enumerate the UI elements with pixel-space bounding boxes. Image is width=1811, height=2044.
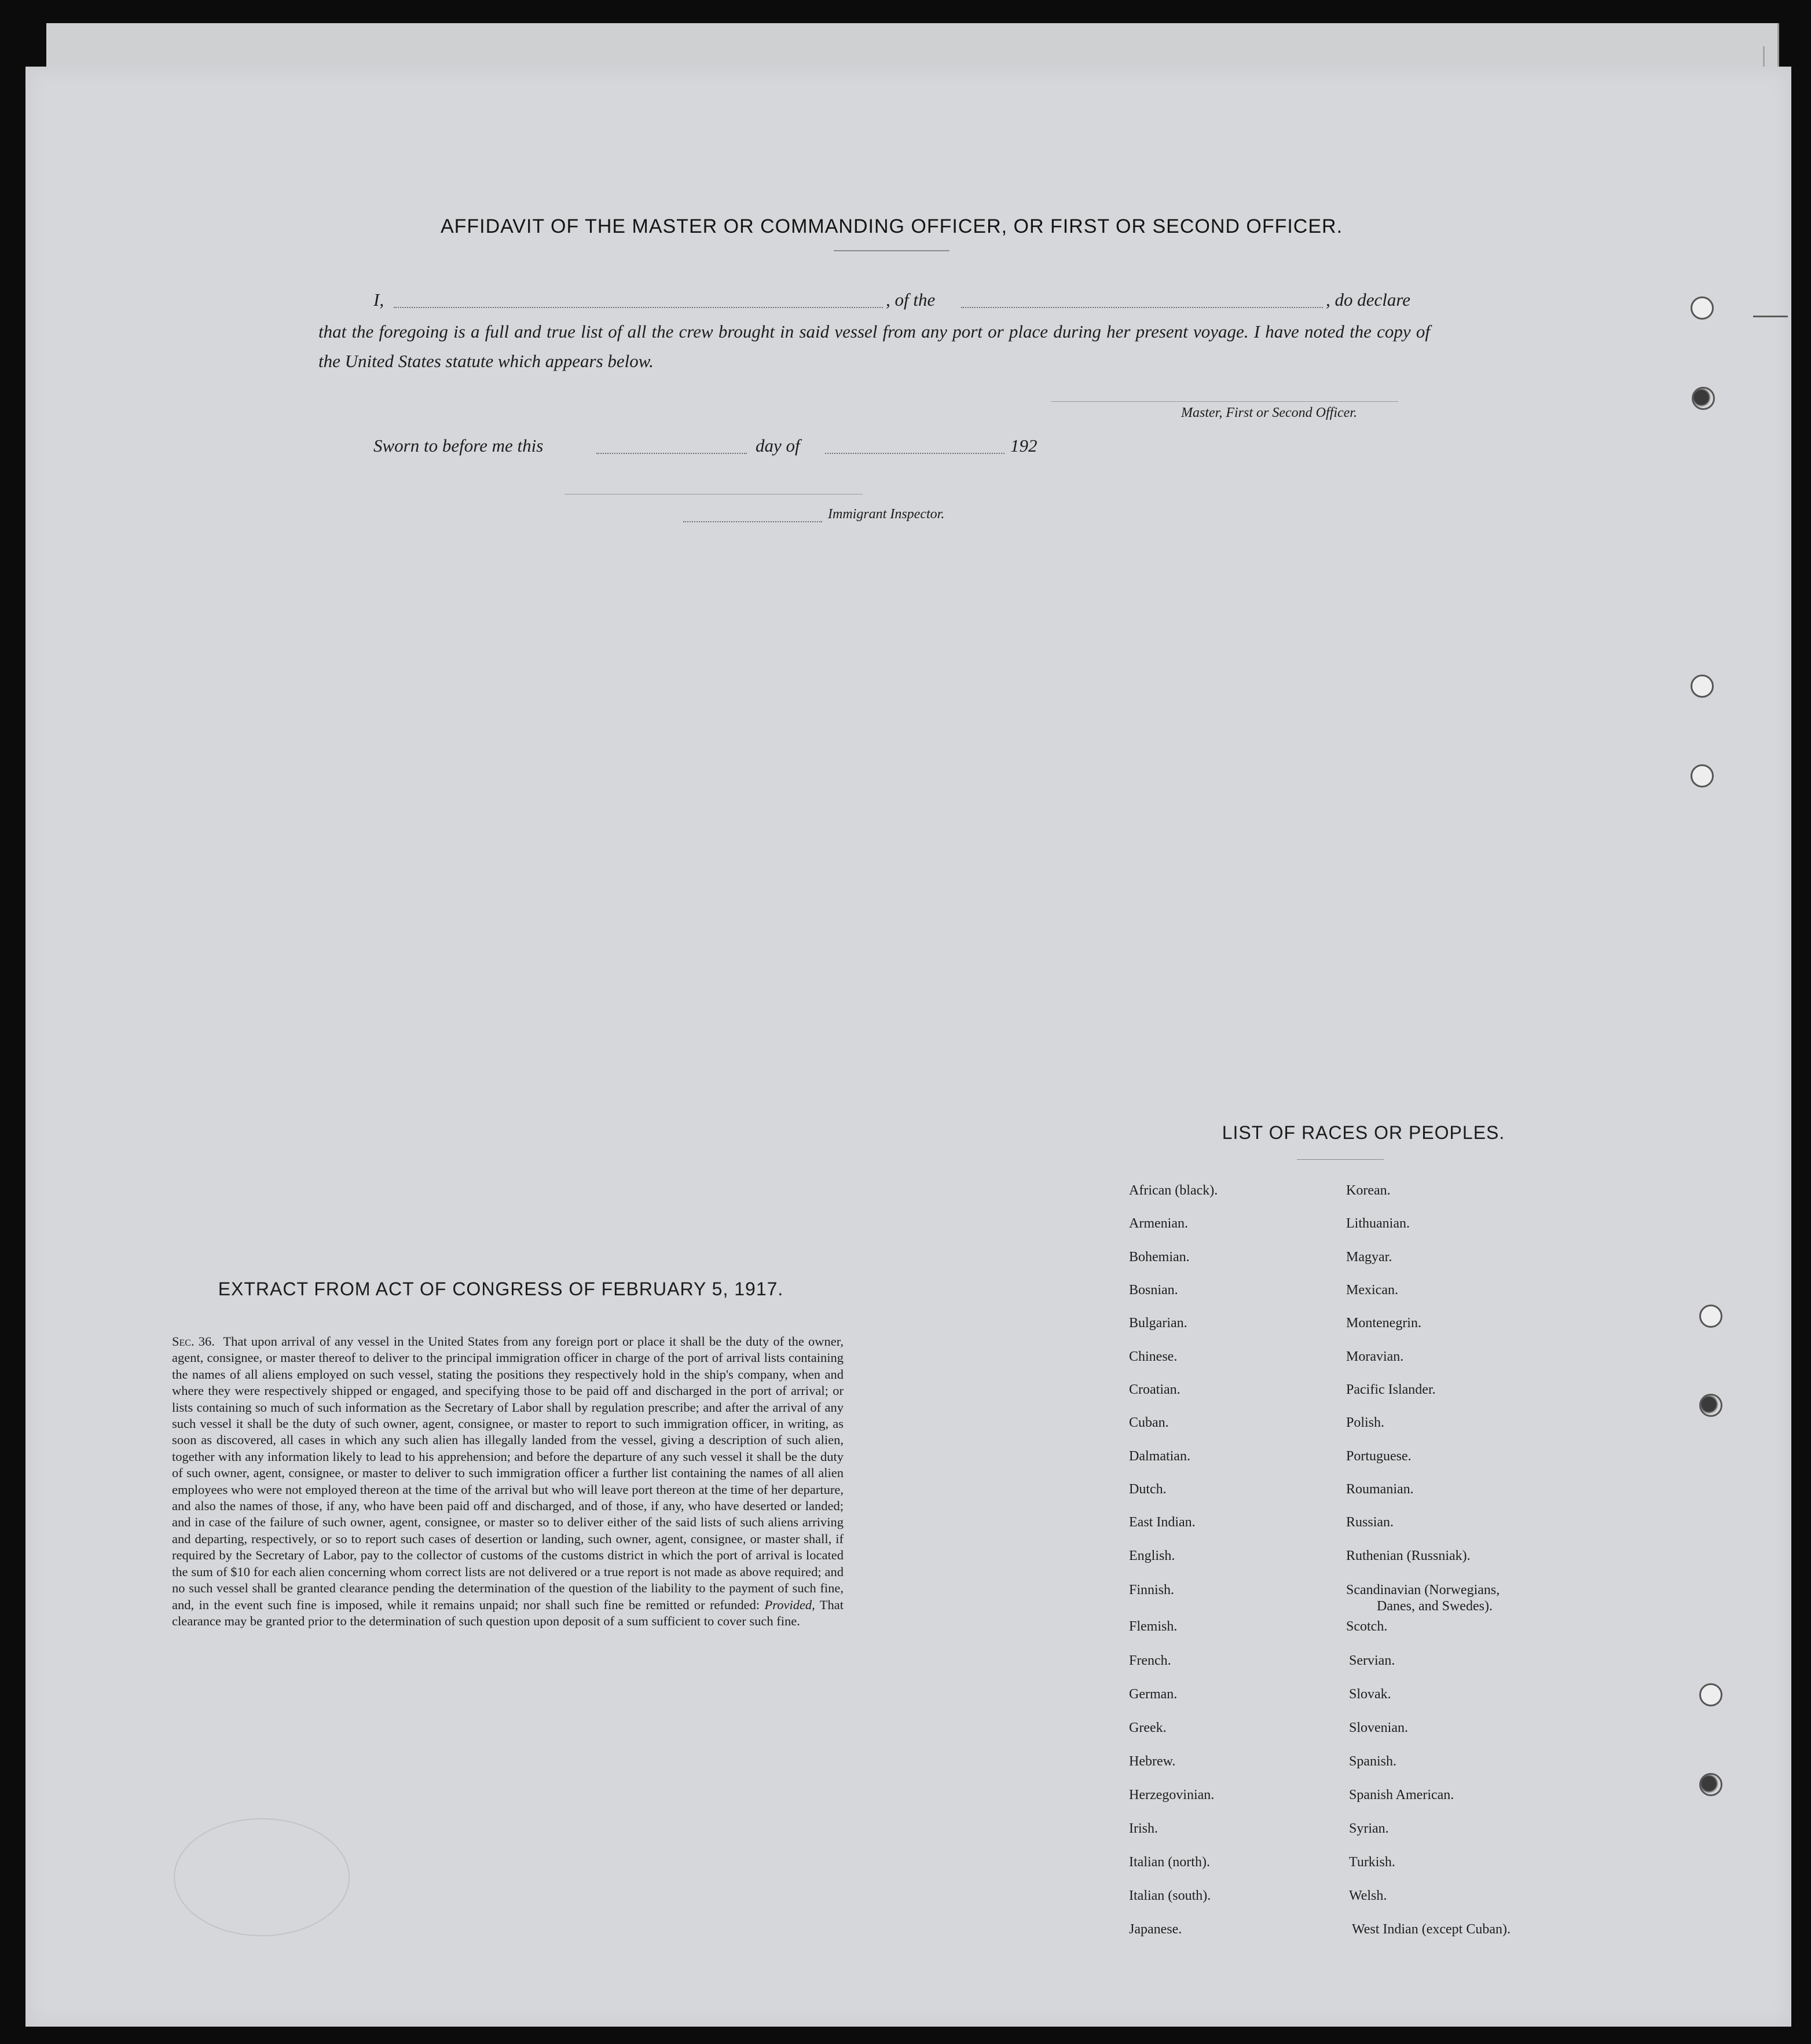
race-item: German. bbox=[1129, 1687, 1178, 1702]
declaration-text: that the foregoing is a full and true list of all the crew brought in said vessel from any port or place during her present voyage. I have noted the copy of the United States statute which appears below. bbox=[318, 321, 1430, 371]
race-item: Pacific Islander. bbox=[1346, 1382, 1436, 1397]
binding-hole bbox=[1699, 1394, 1722, 1417]
name-field[interactable] bbox=[394, 307, 883, 308]
race-item: Croatian. bbox=[1129, 1382, 1181, 1397]
race-item: Bosnian. bbox=[1129, 1283, 1178, 1298]
title-rule bbox=[834, 250, 950, 251]
section-label: Sec. 36. bbox=[172, 1334, 215, 1349]
race-item: Ruthenian (Russniak). bbox=[1346, 1548, 1471, 1563]
binding-hole bbox=[1699, 1305, 1722, 1328]
race-item: Scotch. bbox=[1346, 1619, 1388, 1634]
binding-hole bbox=[1699, 1683, 1722, 1706]
race-item: Slovenian. bbox=[1349, 1720, 1408, 1735]
race-item: Portuguese. bbox=[1346, 1449, 1412, 1464]
race-item: Japanese. bbox=[1129, 1922, 1182, 1937]
extract-title: EXTRACT FROM ACT OF CONGRESS OF FEBRUARY 5, 1917. bbox=[218, 1279, 784, 1299]
do-declare-label: , do declare bbox=[1326, 290, 1411, 310]
race-item: Russian. bbox=[1346, 1515, 1394, 1530]
extract-end: That clearance may be granted prior to the determination of such question upon deposit of a sum sufficient to cover such fine. bbox=[172, 1597, 844, 1628]
extract-text bbox=[172, 1334, 844, 1629]
race-item: Bohemian. bbox=[1129, 1250, 1190, 1265]
binding-hole bbox=[1692, 387, 1715, 410]
race-item: Dutch. bbox=[1129, 1482, 1167, 1497]
races-title: LIST OF RACES OR PEOPLES. bbox=[1222, 1122, 1505, 1143]
provided-label: Provided, bbox=[764, 1597, 815, 1612]
extract-main: That upon arrival of any vessel in the United States from any foreign port or place it shall be the duty of the owner, agent, consignee, or master thereof to deliver to the principal immigration officer in charge of the port of arrival lists containing the names of all aliens employed on such vessel, stating the positions they respectively hold in the ship's company, when and where they were respectively shipped or engaged, and specifying those to be paid off and discharged in the port of arrival; or lists containing so much of such information as the Secretary of Labor shall by regulation prescribe; and after the arrival of any such vessel it shall be the duty of such owner, agent, consignee, or master to report to such immigration officer, in writing, as soon as discovered, all cases in which any such alien has illegally landed from the vessel, giving a description of such alien, together with any information likely to lead to his apprehension; and before the departure of any such vessel it shall be the duty of such owner, agent, consignee, or master to deliver to such immigration officer a further list containing the names of all alien employees who were not employed thereon at the time of the arrival but who will leave port thereon at the time of her departure, and also the names of those, if any, who have been paid off and discharged, and of those, if any, who have deserted or landed; and in case of the failure of such owner, agent, consignee, or master so to deliver either of the said lists of such aliens arriving and departing, respectively, or so to report such cases of desertion or landing, such owner, agent, consignee, or master shall, if required by the Secretary of Labor, pay to the collector of customs of the customs district in which the port of arrival is located the sum of $10 for each alien concerning whom correct lists are not delivered or a true report is not made as above required; and no such vessel shall be granted clearance pending the determination of the question of the liability to the payment of such fine, and, in the event such fine is imposed, while it remains unpaid; nor shall such fine be remitted or refunded: bbox=[172, 1334, 844, 1612]
race-item: African (black). bbox=[1129, 1183, 1218, 1198]
race-item: Scandinavian (Norwegians, bbox=[1346, 1583, 1500, 1598]
race-item-continuation: Danes, and Swedes). bbox=[1377, 1599, 1493, 1614]
race-item: Irish. bbox=[1129, 1821, 1158, 1836]
race-item: Magyar. bbox=[1346, 1250, 1392, 1265]
binding-hole bbox=[1691, 296, 1714, 320]
i-label: I, bbox=[373, 290, 384, 310]
race-item: Servian. bbox=[1349, 1653, 1395, 1668]
race-item: Greek. bbox=[1129, 1720, 1167, 1735]
race-item: Flemish. bbox=[1129, 1619, 1178, 1634]
master-signature-line[interactable] bbox=[1051, 401, 1398, 402]
race-item: Herzegovinian. bbox=[1129, 1787, 1215, 1803]
race-item: Polish. bbox=[1346, 1415, 1385, 1430]
races-title-rule bbox=[1297, 1159, 1384, 1160]
edge-rule bbox=[1753, 316, 1788, 317]
race-item: French. bbox=[1129, 1653, 1171, 1668]
race-item: Slovak. bbox=[1349, 1687, 1391, 1702]
binding-hole bbox=[1691, 764, 1714, 787]
race-item: Dalmatian. bbox=[1129, 1449, 1190, 1464]
race-item: English. bbox=[1129, 1548, 1175, 1563]
sworn-label: Sworn to before me this bbox=[373, 435, 544, 456]
race-item: Welsh. bbox=[1349, 1888, 1387, 1903]
race-item: Italian (north). bbox=[1129, 1855, 1210, 1870]
race-item: Spanish American. bbox=[1349, 1787, 1454, 1803]
race-item: Armenian. bbox=[1129, 1216, 1188, 1231]
binding-hole bbox=[1691, 675, 1714, 698]
binding-hole bbox=[1699, 1773, 1722, 1796]
faded-stamp bbox=[174, 1818, 350, 1936]
race-item: Roumanian. bbox=[1346, 1482, 1414, 1497]
affidavit-title: AFFIDAVIT OF THE MASTER OR COMMANDING OFFICER, OR FIRST OR SECOND OFFICER. bbox=[440, 215, 1343, 237]
race-item: Moravian. bbox=[1346, 1349, 1404, 1364]
race-item: Spanish. bbox=[1349, 1754, 1397, 1769]
of-the-label: , of the bbox=[886, 290, 936, 310]
vessel-field[interactable] bbox=[961, 307, 1323, 308]
race-item: Bulgarian. bbox=[1129, 1316, 1187, 1331]
inspector-label: Immigrant Inspector. bbox=[828, 507, 945, 522]
master-signature-label: Master, First or Second Officer. bbox=[1181, 405, 1357, 420]
race-item: Turkish. bbox=[1349, 1855, 1395, 1870]
race-item: Italian (south). bbox=[1129, 1888, 1211, 1903]
race-item: Korean. bbox=[1346, 1183, 1391, 1198]
sworn-day-field[interactable] bbox=[596, 453, 747, 454]
race-item: Montenegrin. bbox=[1346, 1316, 1421, 1331]
race-item: Syrian. bbox=[1349, 1821, 1389, 1836]
day-of-label: day of bbox=[756, 435, 800, 456]
race-item: East Indian. bbox=[1129, 1515, 1196, 1530]
race-item: Lithuanian. bbox=[1346, 1216, 1410, 1231]
inspector-field[interactable] bbox=[683, 521, 822, 522]
race-item: Hebrew. bbox=[1129, 1754, 1176, 1769]
race-item: Chinese. bbox=[1129, 1349, 1178, 1364]
race-item: Mexican. bbox=[1346, 1283, 1398, 1298]
year-label: 192 bbox=[1010, 435, 1038, 456]
race-item: Cuban. bbox=[1129, 1415, 1169, 1430]
sworn-month-field[interactable] bbox=[825, 453, 1005, 454]
race-item: Finnish. bbox=[1129, 1583, 1175, 1598]
race-item: West Indian (except Cuban). bbox=[1352, 1922, 1511, 1937]
